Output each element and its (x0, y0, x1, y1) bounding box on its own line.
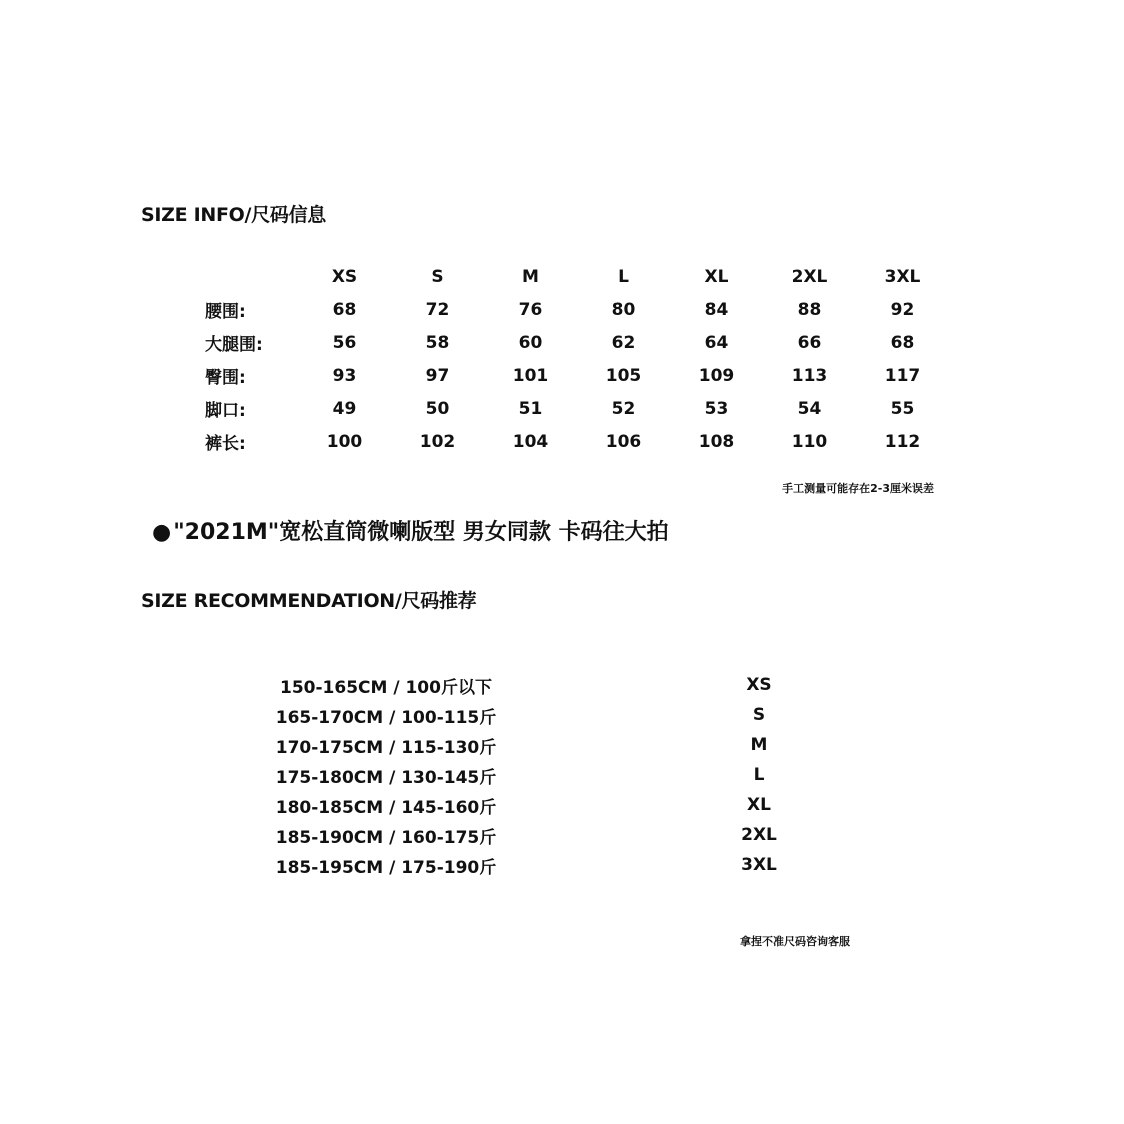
table-row-thigh (200, 326, 949, 359)
list-item (250, 820, 850, 850)
size-header-3xl: 3XL (884, 266, 921, 287)
table-cell: 72 (425, 299, 450, 320)
list-item (250, 730, 850, 760)
table-cell: 50 (425, 398, 450, 419)
table-row-waist (200, 293, 949, 326)
table-cell: 105 (605, 365, 642, 386)
list-item (250, 700, 850, 730)
height-weight-range: 180-185CM / 145-160斤 (275, 797, 497, 818)
table-cell: 68 (332, 299, 357, 320)
recommended-size: L (753, 765, 765, 785)
height-weight-range: 175-180CM / 130-145斤 (275, 767, 497, 788)
recommended-size: S (752, 705, 766, 725)
table-cell: 64 (704, 332, 729, 353)
table-cell: 56 (332, 332, 357, 353)
row-label-hip: 臀围: (205, 368, 246, 388)
size-header-l: L (618, 266, 629, 287)
list-item (250, 790, 850, 820)
table-cell: 112 (884, 431, 921, 452)
size-table (200, 260, 949, 458)
corner-cell (200, 260, 298, 293)
recommended-size: 3XL (741, 855, 777, 875)
table-row-length (200, 425, 949, 458)
row-label-length: 裤长: (205, 434, 246, 454)
table-cell: 100 (326, 431, 363, 452)
table-cell: 76 (518, 299, 543, 320)
table-cell: 66 (797, 332, 822, 353)
row-label-leg-opening: 脚口: (205, 401, 246, 421)
table-row-hip (200, 359, 949, 392)
recommended-size: 2XL (741, 825, 777, 845)
height-weight-range: 185-190CM / 160-175斤 (275, 827, 497, 848)
row-label-thigh: 大腿围: (205, 335, 263, 355)
table-cell: 92 (890, 299, 915, 320)
table-cell: 110 (791, 431, 828, 452)
table-cell: 55 (890, 398, 915, 419)
table-cell: 60 (518, 332, 543, 353)
list-item (250, 850, 850, 880)
size-header-xs: XS (331, 266, 358, 287)
size-header-m: M (522, 266, 539, 287)
table-cell: 52 (611, 398, 636, 419)
recommendation-list (250, 670, 850, 880)
table-cell: 106 (605, 431, 642, 452)
table-cell: 80 (611, 299, 636, 320)
recommended-size: M (750, 735, 768, 755)
table-cell: 108 (698, 431, 735, 452)
table-cell: 53 (704, 398, 729, 419)
table-cell: 113 (791, 365, 828, 386)
list-item (250, 670, 850, 700)
table-cell: 93 (332, 365, 357, 386)
table-row-leg-opening (200, 392, 949, 425)
row-label-waist: 腰围: (205, 302, 246, 322)
fit-description (152, 515, 669, 546)
table-cell: 102 (419, 431, 456, 452)
table-cell: 51 (518, 398, 543, 419)
size-recommendation-title: SIZE RECOMMENDATION/尺码推荐 (141, 590, 477, 612)
size-header-2xl: 2XL (791, 266, 828, 287)
measurement-note: 手工测量可能存在2-3厘米误差 (782, 482, 934, 495)
fit-description-text: "2021M"宽松直筒微喇版型 男女同款 卡码往大拍 (173, 520, 669, 545)
table-cell: 68 (890, 332, 915, 353)
recommended-size: XS (746, 675, 772, 695)
consult-service-note: 拿捏不准尺码咨询客服 (740, 935, 850, 948)
table-cell: 109 (698, 365, 735, 386)
size-info-title: SIZE INFO/尺码信息 (141, 204, 326, 226)
table-cell: 104 (512, 431, 549, 452)
table-cell: 97 (425, 365, 450, 386)
table-cell: 49 (332, 398, 357, 419)
bullet-icon: ● (152, 520, 172, 545)
table-cell: 117 (884, 365, 921, 386)
height-weight-range: 185-195CM / 175-190斤 (275, 857, 497, 878)
table-cell: 54 (797, 398, 822, 419)
height-weight-range: 150-165CM / 100斤以下 (280, 677, 492, 698)
size-header-s: S (431, 266, 444, 287)
size-header-xl: XL (704, 266, 729, 287)
table-cell: 88 (797, 299, 822, 320)
height-weight-range: 170-175CM / 115-130斤 (275, 737, 497, 758)
table-cell: 101 (512, 365, 549, 386)
table-cell: 84 (704, 299, 729, 320)
height-weight-range: 165-170CM / 100-115斤 (275, 707, 497, 728)
list-item (250, 760, 850, 790)
recommended-size: XL (747, 795, 771, 815)
table-cell: 62 (611, 332, 636, 353)
table-cell: 58 (425, 332, 450, 353)
size-header-row (200, 260, 949, 293)
